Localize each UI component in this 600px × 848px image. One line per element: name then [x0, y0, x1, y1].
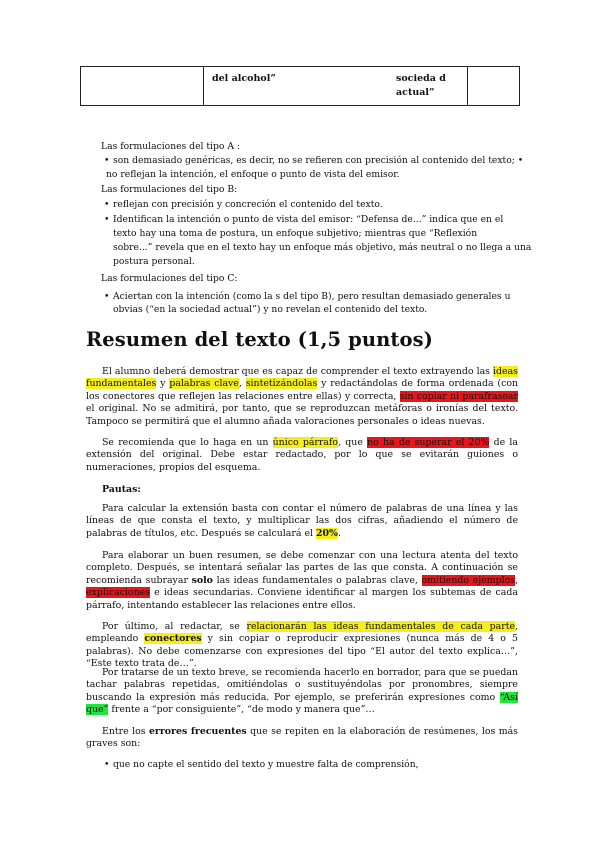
table-cell — [81, 67, 204, 105]
paragraph: Entre los errores frecuentes que se repiten en la elaboración de resúmenes, los más graves son: — [86, 726, 518, 750]
highlight: omitiendo ejemplos — [421, 574, 516, 586]
list-item: • Identifican la intención o punto de vista del emisor: “Defensa de...” indica que en el — [104, 214, 504, 225]
paragraph: El alumno deberá demostrar que es capaz de comprender el texto extrayendo las ideas fundamentales y palabras clave, sintetizándolas y redactándolas de forma ordenada (con los conectores que reflejen las relaciones entre ellas) y correcta, sin copiar ni parafrasear el original. No se admitirá, por tanto, que se reproduzcan metáforas o ironías del texto. Tampoco se permitirá que el alumno añada valoraciones personales o ideas nuevas. — [86, 366, 519, 427]
paragraph: Por último, al redactar, se relacionarán las ideas fundamentales de cada parte, empleando conectores y sin copiar o reproducir expresiones (nunca más de 4 o 5 palabras). No debe comenzarse con expresiones del tipo “El autor del texto explica…”, “Este texto trata de…”. — [86, 621, 518, 670]
paragraph: Por tratarse de un texto breve, se recomienda hacerlo en borrador, para que se puedan tachar palabras repetidas, omitiéndolas o sustituyéndolas por pronombres, siempre buscando la expresión más reducida. Por ejemplo, se preferirán expresiones como “Así que” frente a “por consiguiente”, “de modo y manera que”… — [86, 667, 518, 716]
tipo-c-title: Las formulaciones del tipo C: — [101, 273, 238, 284]
table-cell-text: actual” — [396, 87, 435, 98]
table-cell-text: socieda d — [396, 73, 446, 84]
highlight: 20% — [315, 527, 338, 539]
highlight: único párrafo — [272, 437, 339, 448]
highlight: palabras clave — [169, 378, 239, 390]
list-item-cont: texto hay una toma de postura, un enfoque subjetivo; mientras que “Reflexión — [113, 228, 478, 239]
paragraph: Se recomienda que lo haga en un único párrafo, que no ha de superar el 20% de la extensión del original. Debe estar redactado, por lo que se evitarán guiones o numeraciones, propios del esquema. — [86, 437, 518, 473]
highlight: “Así que” — [86, 691, 518, 716]
list-item: • reflejan con precisión y concreción el contenido del texto. — [104, 199, 383, 210]
highlight: conectores — [144, 633, 202, 645]
highlight: ideas fundamentales — [86, 366, 518, 390]
list-item-cont: sobre...” revela que en el texto hay un enfoque más objetivo, más neutral o no llega a una — [113, 242, 532, 253]
tipo-a-title: Las formulaciones del tipo A : — [101, 141, 240, 152]
list-item-cont: obvias (“en la sociedad actual”) y no revelan el contenido del texto. — [113, 304, 428, 315]
highlight: sintetizándolas — [245, 378, 318, 390]
list-item-cont: postura personal. — [113, 256, 195, 267]
list-item: • que no capte el sentido del texto y muestre falta de comprensión, — [104, 759, 419, 770]
paragraph: Para elaborar un buen resumen, se debe comenzar con una lectura atenta del texto completo. Después, se intentará señalar las partes de las que consta. A continuación se recomienda subrayar solo las ideas fundamentales o palabras clave, omitiendo ejemplos, explicaciones e ideas secundarias. Conviene identificar al margen los subtemas de cada párrafo, intentando establecer las relaciones entre ellos. — [86, 550, 519, 611]
section-heading: Resumen del texto (1,5 puntos) — [86, 328, 434, 351]
table-cell-text: del alcohol” — [212, 73, 276, 84]
paragraph: Para calcular la extensión basta con contar el número de palabras de una línea y las líneas de que consta el texto, y multiplicar las dos cifras, añadiendo el número de palabras de títulos, etc. Después se calculará el 20%. — [86, 503, 518, 539]
highlight: no ha de superar el 20% — [367, 437, 490, 448]
highlight: relacionarán las ideas fundamentales de cada parte — [246, 621, 516, 632]
tipo-b-title: Las formulaciones del tipo B: — [101, 184, 238, 195]
highlight: explicaciones — [86, 587, 150, 599]
highlight: sin copiar ni parafrasear — [399, 390, 518, 402]
criteria-table — [80, 66, 520, 106]
table-cell — [467, 67, 519, 105]
pautas-label: Pautas: — [102, 484, 141, 495]
list-item: no reflejan la intención, el enfoque o punto de vista del emisor. — [106, 169, 400, 180]
list-item: • Aciertan con la intención (como la s del tipo B), pero resultan demasiado generales u — [104, 291, 511, 302]
list-item: • son demasiado genéricas, es decir, no se refieren con precisión al contenido del texto; • — [104, 155, 524, 166]
